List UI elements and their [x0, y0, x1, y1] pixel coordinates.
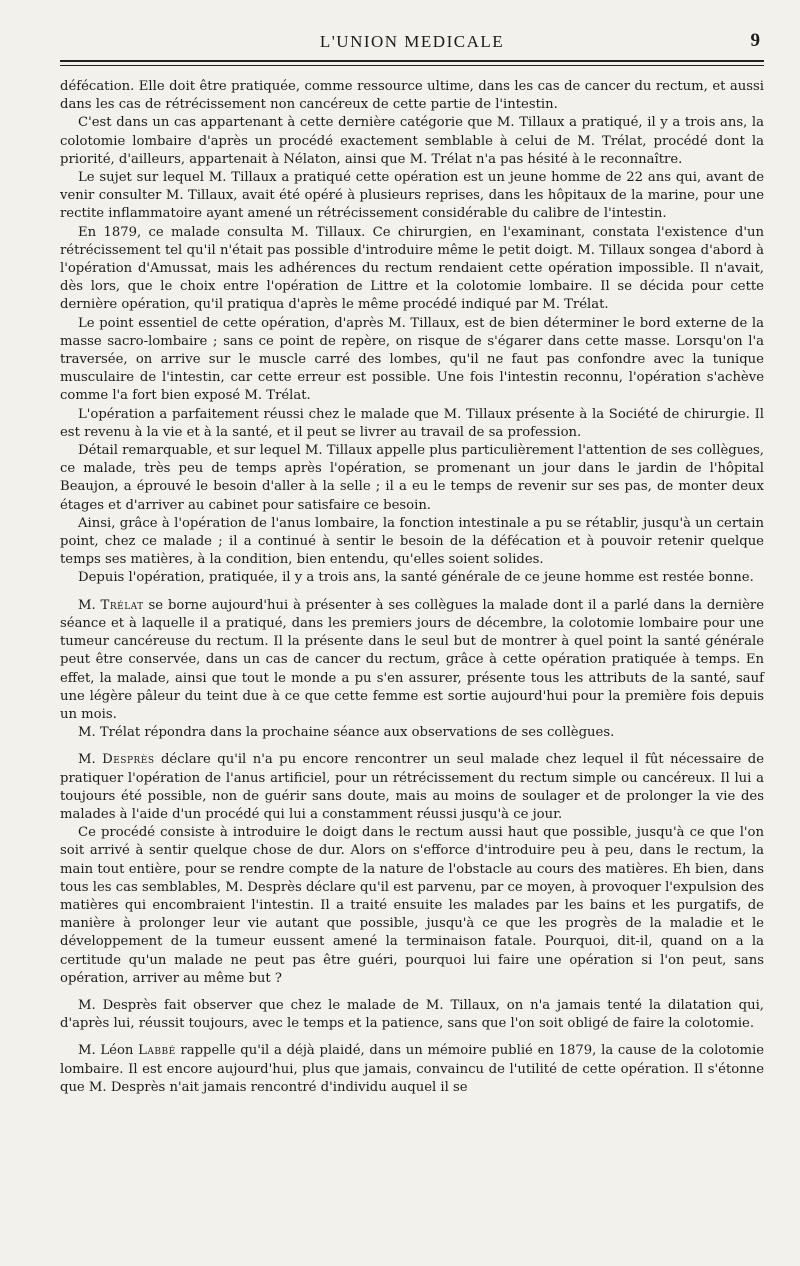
paragraph: Le sujet sur lequel M. Tillaux a pratiqué cette opération est un jeune homme de 22 ans qui, avant de venir consulter M. Tillaux, avait été opéré à plusieurs reprises, dans les hôpitaux de la marine, pour une rectite inflammatoire ayant amené un rétrécissement considérable du calibre de l'intestin. — [60, 170, 764, 222]
header-rule — [60, 65, 764, 66]
speaker-paragraph — [60, 1042, 764, 1097]
paragraph: En 1879, ce malade consulta M. Tillaux. Ce chirurgien, en l'examinant, constata l'existence d'un rétrécissement tel qu'il n'était pas possible d'introduire même le petit doigt. M. Tillaux songea d'abord à l'opération d'Amussat, mais les adhérences du rectum rendaient cette opération impossible. Il n'avait, dès lors, que le choix entre l'opération de Littre et la colotomie lombaire. Il se décida pour cette dernière opération, qu'il pratiqua d'après le même procédé indiqué par M. Trélat. — [60, 224, 764, 313]
paragraph: M. Desprès fait observer que chez le malade de M. Tillaux, on n'a jamais tenté la dilatation qui, d'après lui, réussit toujours, avec le temps et la patience, sans que l'on soit obligé de faire la colotomie. — [60, 997, 764, 1032]
page-number: 9 — [750, 30, 760, 51]
paragraph: C'est dans un cas appartenant à cette dernière catégorie que M. Tillaux a pratiqué, il y a trois ans, la colotomie lombaire d'après un procédé exactement semblable à celui de M. Trélat, procédé dont la priorité, d'ailleurs, appartenait à Nélaton, ainsi que M. Trélat n'a pas hésité à le reconnaître. — [60, 115, 764, 167]
paragraph: M. Trélat répondra dans la prochaine séance aux observations de ses collègues. — [78, 725, 615, 741]
paragraph: Ce procédé consiste à introduire le doigt dans le rectum aussi haut que possible, jusqu'à ce que l'on soit arrivé à sentir quelque chose de dur. Alors on s'efforce d'introduire peu à peu, dans le rectum, la main tout entière, pour se rendre compte de la nature de l'obstacle au cours des matières. Eh bien, dans tous les cas semblables, M. Desprès déclare qu'il est parvenu, par ce moyen, à provoquer l'expulsion des matières qui encombraient l'intestin. Il a traité ensuite les malades par les bains et les purgatifs, de manière à prolonger leur vie autant que possible, jusqu'à ce que les progrès de la maladie et le développement de la tumeur eussent amené la terminaison fatale. Pourquoi, dit-il, quand on a la certitude qu'un malade ne peut pas être guéri, pourquoi lui faire une opération si l'on peut, sans opération, arriver au même but ? — [60, 825, 764, 986]
running-header — [60, 28, 764, 62]
paragraph-text: déclare qu'il n'a pu encore rencontrer un seul malade chez lequel il fût nécessaire de pratiquer l'opération de l'anus artificiel, pour un rétrécissement du rectum simple ou cancéreux. Il lui a toujours été possible, non de guérir sans doute, mais au moins de soulager et de prolonger la vie des malades à l'aide d'un procédé qui lui a constamment réussi jusqu'à ce jour. — [60, 752, 764, 822]
article-body — [60, 78, 764, 1097]
paragraph: L'opération a parfaitement réussi chez le malade que M. Tillaux présente à la Société de chirurgie. Il est revenu à la vie et à la santé, et il peut se livrer au travail de sa profession. — [60, 406, 764, 440]
paragraph-text: se borne aujourd'hui à présenter à ses collègues la malade dont il a parlé dans la dernière séance et à laquelle il a pratiqué, dans les premiers jours de décembre, la colotomie lombaire pour une tumeur cancéreuse du rectum. Il la présente dans le seul but de montrer à quel point la santé générale peut être conservée, dans un cas de cancer du rectum, grâce à cette opération pratiquée à temps. En effet, la malade, ainsi que tout le monde a pu s'en assurer, présente tous les attributs de la santé, sauf une légère pâleur du teint due à ce que cette femme est sortie aujourd'hui pour la première fois depuis un mois. — [60, 597, 764, 722]
speaker-name: Labbé — [138, 1043, 176, 1059]
speaker-prefix: M. — [78, 597, 101, 613]
paragraph: Détail remarquable, et sur lequel M. Tillaux appelle plus particulièrement l'attention de ses collègues, ce malade, très peu de temps après l'opération, se promenant un jour dans le jardin de l'hôpital Beaujon, a éprouvé le besoin d'aller à la selle ; il a eu le temps de revenir sur ses pas, de monter deux étages et d'arriver au cabinet pour satisfaire ce besoin. — [60, 443, 764, 513]
speaker-prefix: M. — [78, 752, 103, 768]
paragraph: Le point essentiel de cette opération, d'après M. Tillaux, est de bien déterminer le bord externe de la masse sacro-lombaire ; sans ce point de repère, on risque de s'égarer dans cette masse. Lorsqu'on l'a traversée, on arrive sur le muscle carré des lombes, qu'il ne faut pas confondre avec la tunique musculaire de l'intestin, car cette erreur est possible. Une fois l'intestin reconnu, l'opération s'achève comme l'a fort bien exposé M. Trélat. — [60, 315, 764, 404]
speaker-name: Desprès — [102, 752, 155, 768]
paragraph: Ainsi, grâce à l'opération de l'anus lombaire, la fonction intestinale a pu se rétablir, jusqu'à un certain point, chez ce malade ; il a continué à sentir le besoin de la défécation et à pouvoir retenir quelque temps ses matières, à la condition, bien entendu, qu'elles soient solides. — [60, 515, 764, 568]
paragraph: Depuis l'opération, pratiquée, il y a trois ans, la santé générale de ce jeune homme est restée bonne. — [78, 570, 754, 586]
speaker-prefix: M. Léon — [78, 1043, 139, 1059]
journal-title: L'UNION MEDICALE — [319, 32, 505, 51]
paragraph-text: rappelle qu'il a déjà plaidé, dans un mémoire publié en 1879, la cause de la colotomie lombaire. Il est encore aujourd'hui, plus que jamais, convaincu de l'utilité de cette opération. Il s'étonne que M. Desprès n'ait jamais rencontré d'individu auquel il se — [60, 1043, 764, 1095]
speaker-name: Trélat — [100, 597, 144, 613]
speaker-paragraph — [60, 597, 764, 724]
paragraph: défécation. Elle doit être pratiquée, comme ressource ultime, dans les cas de cancer du rectum, et aussi dans les cas de rétrécissement non cancéreux de cette partie de l'intestin. — [60, 79, 764, 113]
speaker-paragraph — [60, 751, 764, 824]
